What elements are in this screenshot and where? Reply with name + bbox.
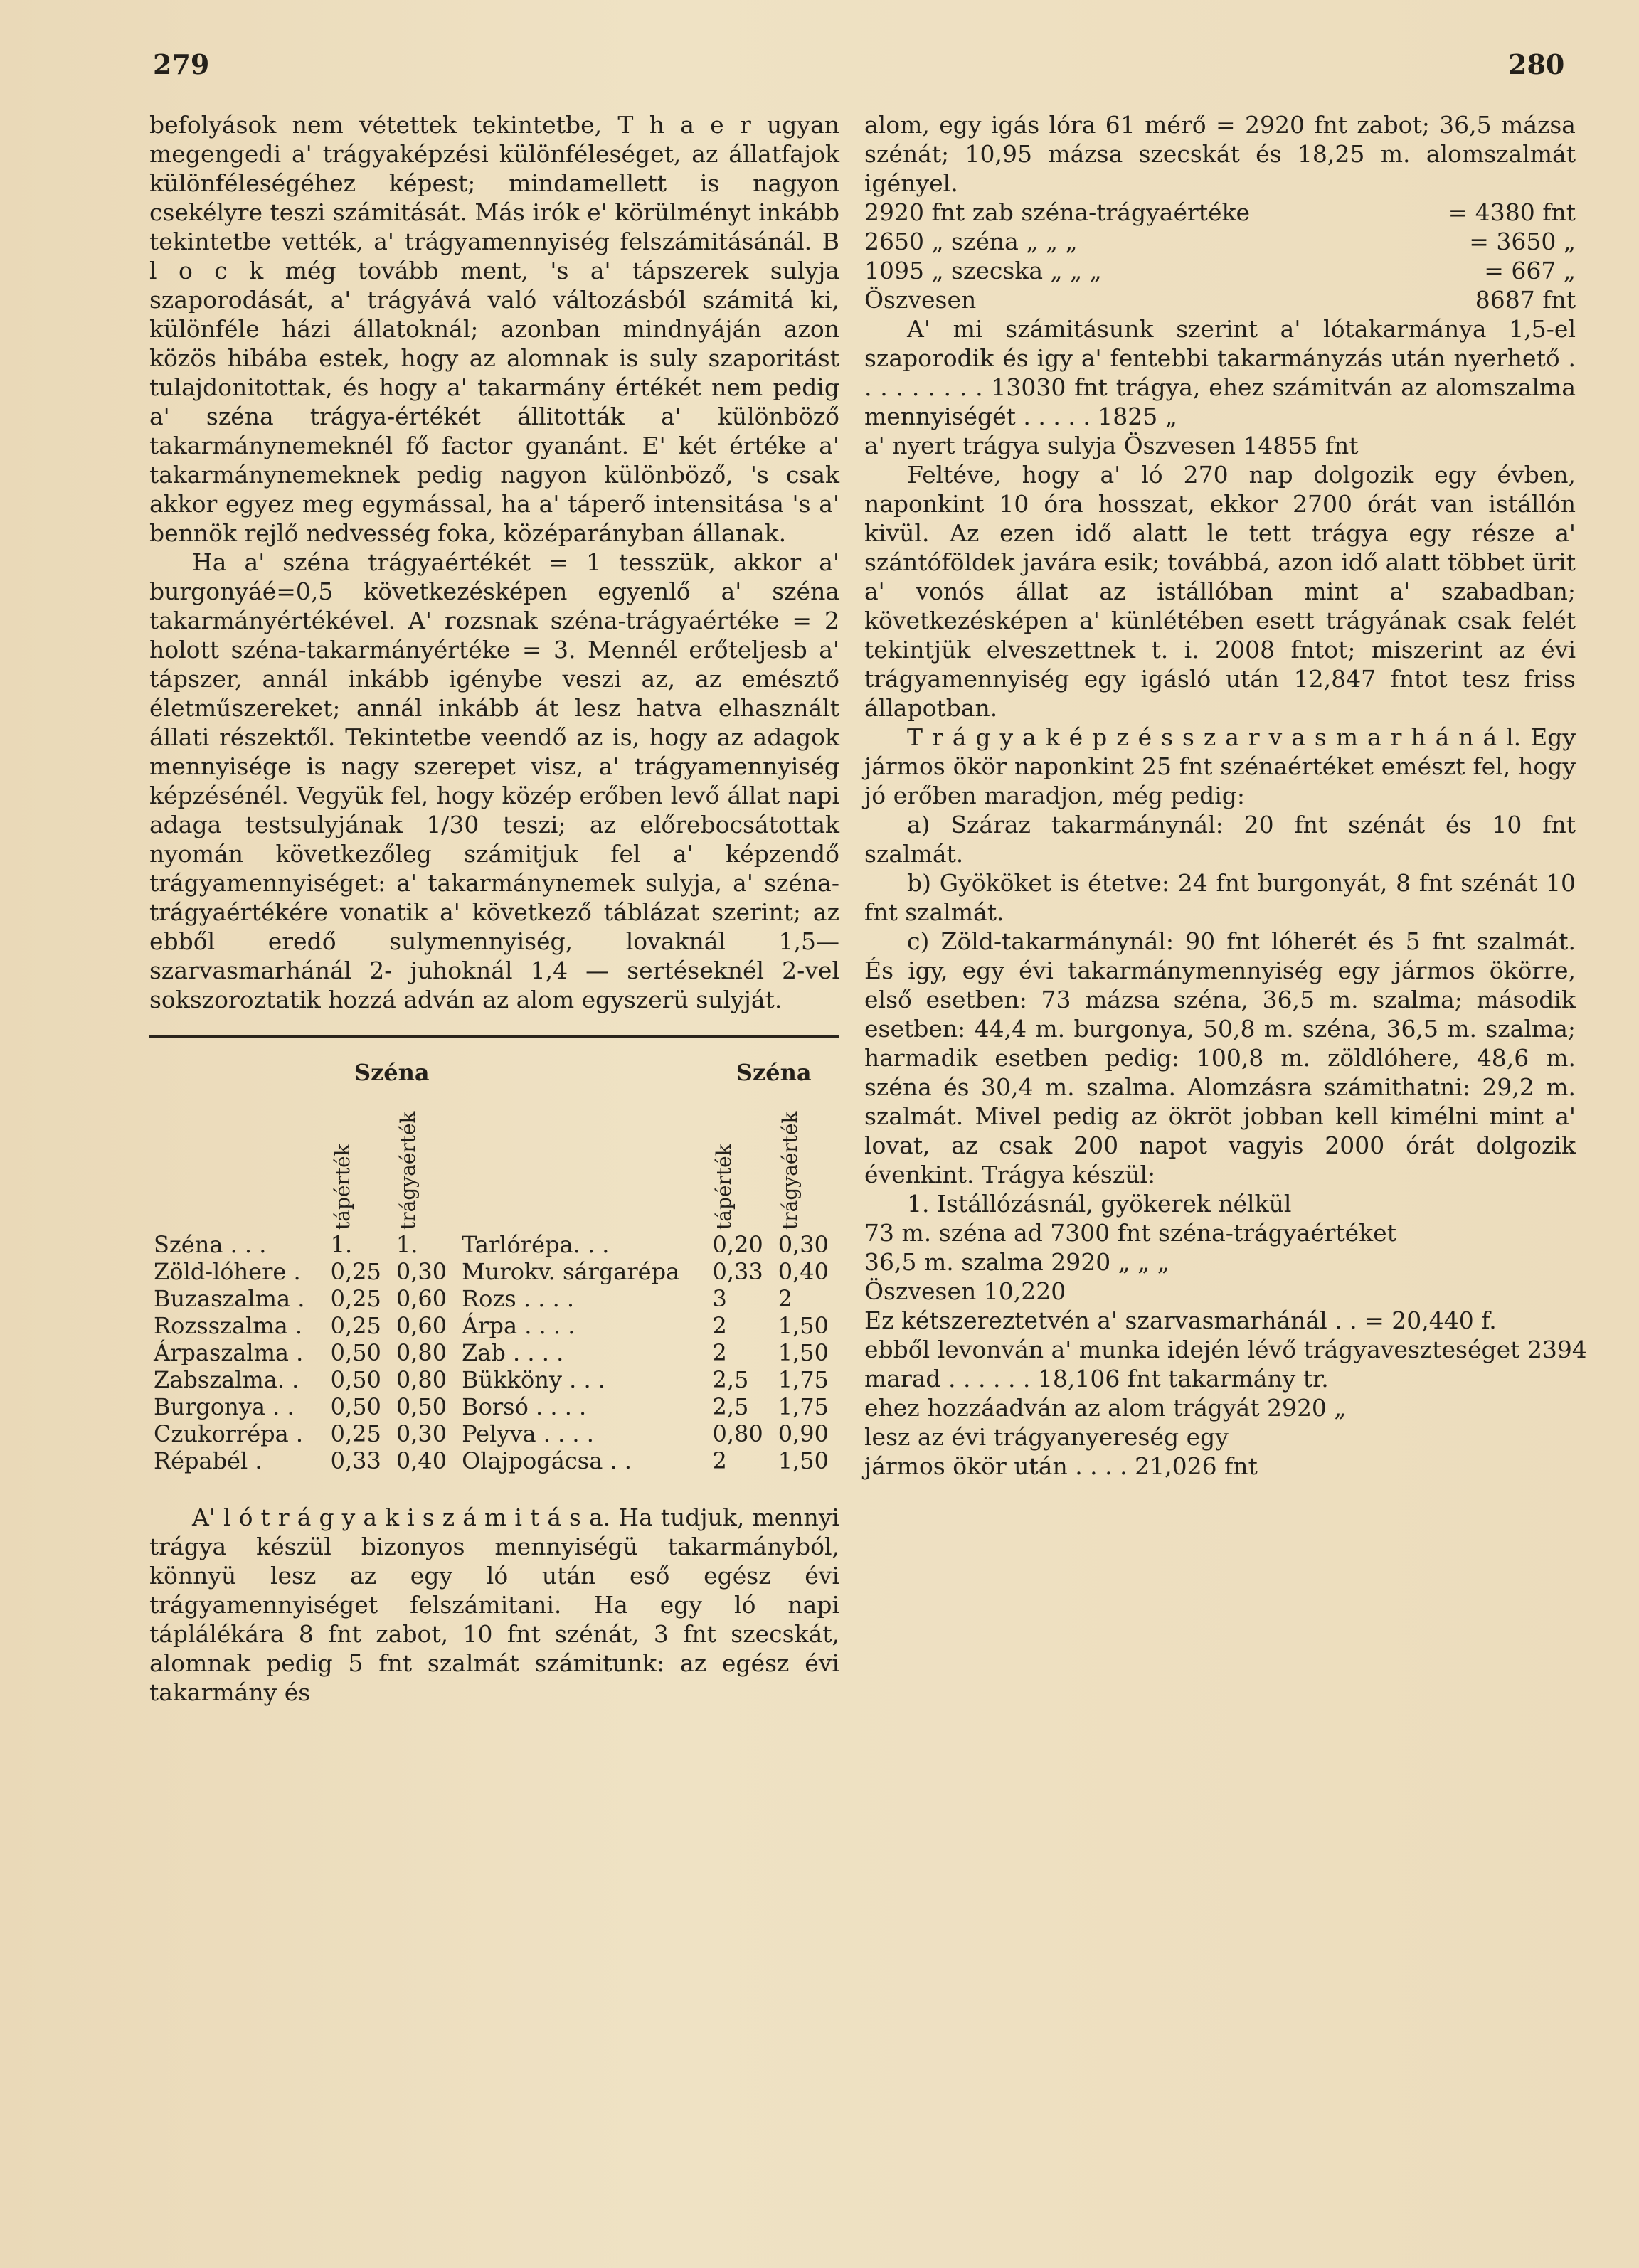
calc-line: [864, 1277, 1576, 1306]
feed-value-cell: 0,25: [330, 1420, 381, 1447]
calc-line: [864, 285, 1576, 314]
calc-block-3: [864, 1306, 1587, 1481]
calc-text: 1095 „ szecska „ „ „: [864, 257, 1102, 284]
feed-name-cell: Árpa . . . .: [462, 1312, 575, 1339]
feed-value-cell: 1,75: [778, 1393, 829, 1420]
feed-value-cell: 0,40: [396, 1447, 447, 1474]
calc-text: = 3650 „: [1469, 228, 1576, 255]
feed-value-cell: 0,30: [778, 1231, 829, 1258]
table-header-left: Széna: [354, 1059, 430, 1086]
feed-value-cell: 0,50: [330, 1339, 381, 1366]
calc-text: lesz az évi trágyanyereség egy: [864, 1423, 1229, 1451]
table-row: [149, 1231, 839, 1258]
feed-value-cell: 0,60: [396, 1285, 447, 1312]
feed-value-cell: 2,5: [712, 1393, 749, 1420]
feed-value-cell: 0,33: [330, 1447, 381, 1474]
feed-value-cell: 0,60: [396, 1312, 447, 1339]
feed-name-cell: Borsó . . . .: [462, 1393, 587, 1420]
feed-value-cell: 2: [712, 1339, 727, 1366]
feed-name-cell: Zöld-lóhere .: [154, 1258, 301, 1285]
feed-value-cell: 0,80: [396, 1366, 447, 1393]
feed-name-cell: Rozsszalma .: [154, 1312, 302, 1339]
feed-value-cell: 0,80: [712, 1420, 763, 1447]
feed-value-cell: 1,50: [778, 1339, 829, 1366]
feed-name-cell: Murokv. sárgarépa: [462, 1258, 680, 1285]
page-number-right: 280: [1508, 48, 1565, 80]
calc-text: = 667 „: [1484, 257, 1576, 284]
right-paragraph-3: Feltéve, hogy a' ló 270 nap dolgozik egy évben, naponkint 10 óra hosszat, ekkor 2700 órát van istállón kivül. Az ezen idő alatt le tett trágya egy része a' szántóföldek javára esik; továbbá, azon idő alatt többet ürit a' vonós állat az istállóban mint a' szabadban; következésképen a' künlétében esett trágyának csak felét tekintjük elveszettnek t. i. 2008 fntot; miszerint az évi trágyamennyiség egy igásló után 12,847 fntot tesz friss állapotban.: [864, 461, 1576, 722]
table-row: [149, 1393, 839, 1420]
table-body: [149, 1231, 839, 1474]
calc-text: ebből levonván a' munka idején lévő trágyaveszteséget 2394: [864, 1336, 1587, 1363]
right-column: [864, 110, 1587, 1481]
calc-text: marad . . . . . . 18,106 fnt takarmány tr.: [864, 1365, 1329, 1393]
feed-name-cell: Bükköny . . .: [462, 1366, 605, 1393]
feed-name-cell: Répabél .: [154, 1447, 262, 1474]
left-paragraph-1: befolyások nem vétettek tekintetbe, T h a e r ugyan megengedi a' trágyaképzési különféleséget, az állatfajok különféleségéhez képest; mindamellett is nagyon csekélyre teszi számitását. Más irók e' körülményt inkább tekintetbe vették, a' trágyamennyiség felszámitásánál. B l o c k még tovább ment, 's a' tápszerek sulyja szaporodását, a' trágyává való változásból számitá ki, különféle házi állatoknál; azonban mindnyáján azon közös hibába estek, hogy az alomnak is suly szaporitást tulajdonitottak, és hogy a' takarmány értékét nem pedig a' széna trágya-értékét állitották a' különböző takarmánynemeknél fő factor gyanánt. E' két értéke a' takarmánynemeknek pedig nagyon különböző, 's csak akkor egyez meg egymással, ha a' táperő intensitása 's a' bennök rejlő nedvesség foka, középarányban állanak.: [149, 111, 839, 547]
right-item-a: a) Száraz takarmánynál: 20 fnt szénát és 10 fnt szalmát.: [864, 811, 1576, 868]
feed-value-cell: 0,25: [330, 1312, 381, 1339]
calc-text: Öszvesen 10,220: [864, 1277, 1066, 1305]
feed-name-cell: Árpaszalma .: [154, 1339, 304, 1366]
calc-line: [864, 1306, 1576, 1335]
calc-text: jármos ökör után . . . . 21,026 fnt: [864, 1452, 1258, 1480]
right-paragraph-4: T r á g y a k é p z é s s z a r v a s m a r h á n á l. Egy jármos ökör naponkint 25 fnt szénaértéket emészt fel, hogy jó erőben maradjon, még pedig:: [864, 723, 1576, 809]
left-column: [149, 110, 839, 1707]
right-paragraph-2: A' mi számitásunk szerint a' lótakarmánya 1,5-el szaporodik és igy a' fentebbi takarmányzás után nyerhető . . . . . . . . . 13030 fnt trágya, ehez számitván az alomszalma mennyiségét . . . . . 1825 „: [864, 315, 1576, 430]
feed-value-cell: 0,30: [396, 1258, 447, 1285]
calc-line: [864, 1452, 1576, 1481]
subheader-tapertek-right: tápérték: [712, 1144, 736, 1230]
feed-value-cell: 0,50: [330, 1393, 381, 1420]
calc-text: 73 m. széna ad 7300 fnt széna-trágyaértéket: [864, 1219, 1396, 1247]
page-number-left: 279: [153, 48, 210, 80]
feed-value-cell: 0,40: [778, 1258, 829, 1285]
feed-name-cell: Olajpogácsa . .: [462, 1447, 632, 1474]
table-row: [149, 1285, 839, 1312]
calc-line: [864, 198, 1576, 227]
feed-value-cell: 2: [712, 1447, 727, 1474]
feed-name-cell: Széna . . .: [154, 1231, 267, 1258]
calc-block-2: [864, 1218, 1576, 1306]
calc-text: 36,5 m. szalma 2920 „ „ „: [864, 1248, 1169, 1276]
feed-name-cell: Zabszalma. .: [154, 1366, 299, 1393]
calc-block-1: [864, 198, 1576, 314]
table-row: [149, 1258, 839, 1285]
right-item-c: c) Zöld-takarmánynál: 90 fnt lóherét és 5 fnt szalmát. És igy, egy évi takarmánymennyiség egy jármos ökörre, első esetben: 73 mázsa széna, 36,5 m. szalma; második esetben: 44,4 m. burgonya, 50,8 m. széna, 36,5 m. szalma; harmadik esetben pedig: 100,8 m. zöldlóhere, 48,6 m. széna és 30,4 m. szalma. Alomzásra számithatni: 29,2 m. szalmát. Mivel pedig az ökröt jobban kell kimélni mint a' lovat, az csak 200 napot vagyis 2000 órát dolgozik évenkint. Trágya készül:: [864, 927, 1576, 1188]
calc-line: [864, 1335, 1587, 1364]
calc-text: ehez hozzáadván az alom trágyát 2920 „: [864, 1394, 1347, 1422]
right-item-b: b) Gyököket is étetve: 24 fnt burgonyát, 8 fnt szénát 10 fnt szalmát.: [864, 869, 1576, 926]
subheader-tragyaertek-right: trágyaérték: [778, 1111, 802, 1230]
feed-value-cell: 1,75: [778, 1366, 829, 1393]
calc-text: = 4380 fnt: [1448, 198, 1576, 226]
right-paragraph-1: alom, egy igás lóra 61 mérő = 2920 fnt zabot; 36,5 mázsa szénát; 10,95 mázsa szecskát és 18,25 m. alomszalmát igényel.: [864, 111, 1576, 197]
table-header-right: Széna: [736, 1059, 812, 1086]
right-line-1: a' nyert trágya sulyja Öszvesen 14855 fnt: [864, 432, 1359, 459]
feed-value-cell: 0,20: [712, 1231, 763, 1258]
feed-name-cell: Zab . . . .: [462, 1339, 564, 1366]
feed-value-cell: 0,50: [330, 1366, 381, 1393]
table-row: [149, 1312, 839, 1339]
table-row: [149, 1339, 839, 1366]
left-paragraph-2: Ha a' széna trágyaértékét = 1 tesszük, akkor a' burgonyáé=0,5 következésképen egyenlő a' széna takarmányértékével. A' rozsnak széna-trágyaértéke = 2 holott széna-takarmányértéke = 3. Mennél erőteljesb a' tápszer, annál inkább igénybe veszi az, az emésztő életműszereket; annál inkább át lesz hatva elhasznált állati részektől. Tekintetbe veendő az is, hogy az adagok mennyisége is nagy szerepet visz, a' trágyamennyiség képzésénél. Vegyük fel, hogy közép erőben levő állat napi adaga testsulyjának 1/30 teszi; az előrebocsátottak nyomán következőleg számitjuk fel a' képzendő trágyamennyiséget: a' takarmánynemek sulyja, a' széna-trágyaértékére vonatik a' következő táblázat szerint; az ebből eredő sulymennyiség, lovaknál 1,5—szarvasmarhánál 2- juhoknál 1,4 — sertéseknél 2-vel sokszoroztatik hozzá adván az alom egyszerü sulyját.: [149, 548, 839, 1013]
right-item-1: 1. Istállózásnál, gyökerek nélkül: [907, 1190, 1292, 1218]
feed-name-cell: Pelyva . . . .: [462, 1420, 594, 1447]
feed-name-cell: Rozs . . . .: [462, 1285, 575, 1312]
calc-text: Ez kétszereztetvén a' szarvasmarhánál . . = 20,440 f.: [864, 1306, 1497, 1334]
table-row: [149, 1420, 839, 1447]
table-row: [149, 1447, 839, 1474]
feed-value-cell: 0,25: [330, 1285, 381, 1312]
calc-text: Öszvesen: [864, 286, 977, 314]
calc-text: 2650 „ széna „ „ „: [864, 228, 1078, 255]
table-row: [149, 1366, 839, 1393]
calc-text: 8687 fnt: [1475, 286, 1576, 314]
feed-value-cell: 0,50: [396, 1393, 447, 1420]
subheader-tapertek-left: tápérték: [330, 1144, 354, 1230]
feed-name-cell: Buzaszalma .: [154, 1285, 305, 1312]
feed-value-cell: 2: [778, 1285, 793, 1312]
feed-value-cell: 1.: [396, 1231, 418, 1258]
feed-value-cell: 2,5: [712, 1366, 749, 1393]
feed-value-cell: 0,30: [396, 1420, 447, 1447]
left-paragraph-3: A' l ó t r á g y a k i s z á m i t á s a. Ha tudjuk, mennyi trágya készül bizonyos mennyiségü takarmányból, könnyü lesz az egy ló után eső egész évi trágyamennyiséget felszámitani. Ha egy ló napi táplálékára 8 fnt zabot, 10 fnt szénát, 3 fnt szecskát, alomnak pedig 5 fnt szalmát számitunk: az egész évi takarmány és: [149, 1503, 839, 1706]
feed-value-table: [149, 1059, 839, 1474]
calc-line: [864, 1247, 1576, 1277]
calc-line: [864, 1364, 1576, 1393]
feed-name-cell: Czukorrépa .: [154, 1420, 304, 1447]
calc-line: [864, 1393, 1576, 1422]
calc-line: [864, 1218, 1576, 1247]
table-rule: [149, 1035, 839, 1038]
feed-value-cell: 0,80: [396, 1339, 447, 1366]
subheader-tragyaertek-left: trágyaérték: [396, 1111, 420, 1230]
feed-value-cell: 1.: [330, 1231, 353, 1258]
feed-value-cell: 1,50: [778, 1312, 829, 1339]
feed-value-cell: 0,90: [778, 1420, 829, 1447]
feed-value-cell: 2: [712, 1312, 727, 1339]
feed-value-cell: 0,33: [712, 1258, 763, 1285]
feed-name-cell: Tarlórépa. . .: [462, 1231, 610, 1258]
feed-value-cell: 1,50: [778, 1447, 829, 1474]
calc-line: [864, 227, 1576, 256]
calc-text: 2920 fnt zab széna-trágyaértéke: [864, 198, 1251, 226]
feed-name-cell: Burgonya . .: [154, 1393, 295, 1420]
calc-line: [864, 256, 1576, 285]
feed-value-cell: 0,25: [330, 1258, 381, 1285]
feed-value-cell: 3: [712, 1285, 727, 1312]
calc-line: [864, 1422, 1576, 1452]
